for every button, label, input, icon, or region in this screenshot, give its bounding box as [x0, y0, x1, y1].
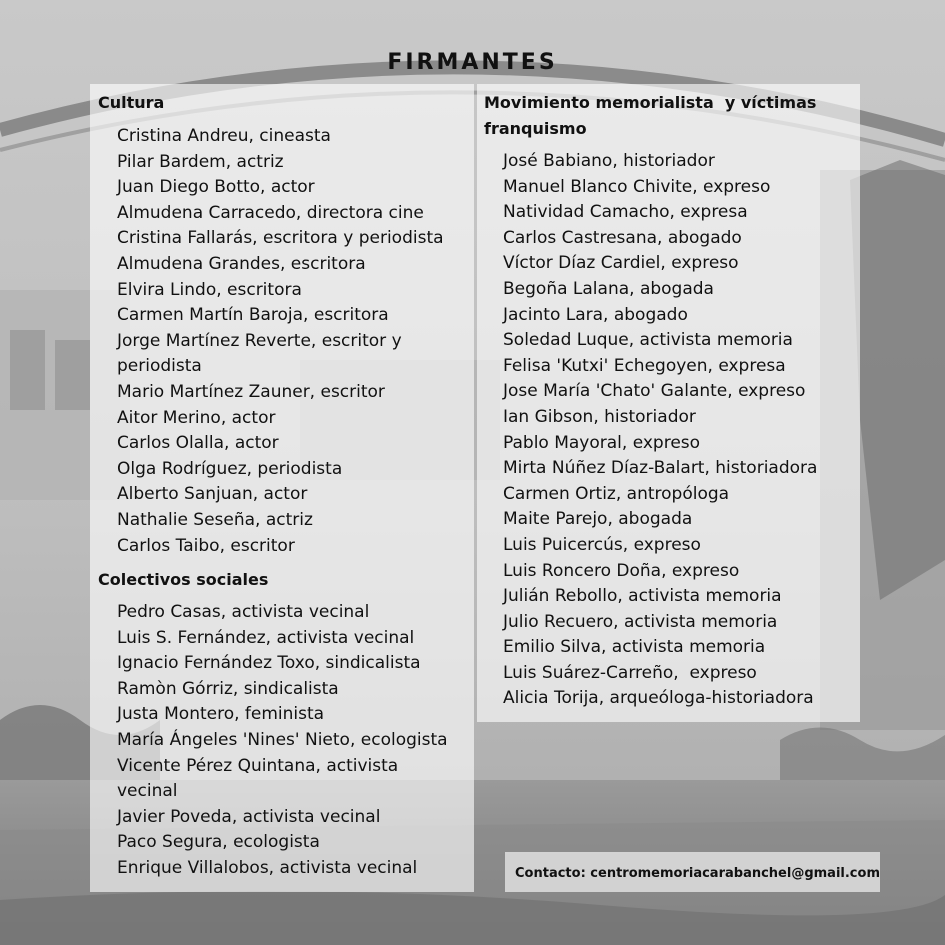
signatory-item: Alberto Sanjuan, actor [117, 484, 308, 505]
signatory-item: Pablo Mayoral, expreso [503, 432, 701, 453]
signatory-item: Justa Montero, feminista [117, 704, 325, 725]
signatory-item: Jose María 'Chato' Galante, expreso [503, 381, 806, 402]
signatory-item: Mario Martínez Zauner, escritor [117, 381, 385, 402]
signatory-item: Begoña Lalana, abogada [503, 278, 714, 299]
signatory-item: Cristina Andreu, cineasta [117, 126, 331, 146]
memorialista-list [503, 149, 817, 712]
signatory-item: Cristina Fallarás, escritora y periodista [117, 228, 444, 249]
signatory-item: Jorge Martínez Reverte, escritor y [117, 330, 402, 351]
signatory-item: Emilio Silva, activista memoria [503, 637, 766, 658]
signatory-item: Aitor Merino, actor [117, 407, 276, 428]
section-heading-colectivos: Colectivos sociales [98, 570, 269, 589]
signatory-item: Ramòn Górriz, sindicalista [117, 678, 339, 699]
signatory-item: José Babiano, historiador [503, 151, 715, 171]
signatory-item: Nathalie Seseña, actriz [117, 509, 313, 530]
signatory-item: Enrique Villalobos, activista vecinal [117, 857, 418, 878]
signatory-item: Soledad Luque, activista memoria [503, 330, 793, 351]
signatory-item: Pedro Casas, activista vecinal [117, 602, 370, 622]
signatory-item: Luis Roncero Doña, expreso [503, 560, 740, 581]
page-title: FIRMANTES [387, 50, 558, 75]
section-heading-memorialista [484, 90, 816, 142]
signatory-item: Javier Poveda, activista vecinal [117, 806, 381, 827]
signatory-item: Pilar Bardem, actriz [117, 151, 284, 172]
signatory-item: Maite Parejo, abogada [503, 509, 693, 530]
signatory-item: periodista [117, 356, 202, 377]
signatory-item: Natividad Camacho, expresa [503, 202, 748, 223]
signatory-item: Julio Recuero, activista memoria [503, 611, 778, 632]
signatory-item: Carlos Castresana, abogado [503, 227, 742, 248]
signatory-item: Almudena Grandes, escritora [117, 253, 366, 274]
signatory-item: Mirta Núñez Díaz-Balart, historiadora [503, 458, 818, 479]
signatory-item: Carlos Olalla, actor [117, 433, 279, 454]
signatory-item: Paco Segura, ecologista [117, 832, 320, 853]
signatory-item: Ian Gibson, historiador [503, 406, 696, 427]
signatory-item: María Ángeles 'Nines' Nieto, ecologista [117, 729, 448, 750]
signatory-item: Luis S. Fernández, activista vecinal [117, 627, 415, 648]
signatory-item: Carmen Martín Baroja, escritora [117, 305, 389, 326]
section-heading-memorialista-line2: franquismo [484, 119, 587, 138]
signatory-item: Luis Puicercús, expreso [503, 534, 701, 555]
section-heading-memorialista-line1: Movimiento memorialista y víctimas [484, 93, 817, 112]
signatory-item: Víctor Díaz Cardiel, expreso [503, 253, 739, 274]
signatory-item: Jacinto Lara, abogado [503, 304, 688, 325]
signatory-item: Julián Rebollo, activista memoria [503, 586, 782, 607]
cultura-list [117, 124, 444, 559]
signatory-item: Felisa 'Kutxi' Echegoyen, expresa [503, 355, 786, 376]
contact-email: Contacto: centromemoriacarabanchel@gmail.com [515, 866, 880, 881]
signatory-item: vecinal [117, 781, 178, 802]
signatory-item: Vicente Pérez Quintana, activista [117, 755, 399, 776]
signatory-item: Manuel Blanco Chivite, expreso [503, 176, 771, 197]
signatory-item: Luis Suárez-Carreño, expreso [503, 662, 757, 683]
signatory-item: Elvira Lindo, escritora [117, 279, 302, 300]
signatory-item: Almudena Carracedo, directora cine [117, 202, 424, 223]
colectivos-list [117, 600, 448, 882]
signatory-item: Carmen Ortiz, antropóloga [503, 483, 730, 504]
signatory-item: Ignacio Fernández Toxo, sindicalista [117, 653, 421, 674]
signatory-item: Juan Diego Botto, actor [117, 177, 315, 198]
signatory-item: Alicia Torija, arqueóloga-historiadora [503, 688, 814, 709]
signatory-item: Carlos Taibo, escritor [117, 535, 295, 556]
signatory-item: Olga Rodríguez, periodista [117, 458, 343, 479]
section-heading-cultura: Cultura [98, 93, 165, 112]
